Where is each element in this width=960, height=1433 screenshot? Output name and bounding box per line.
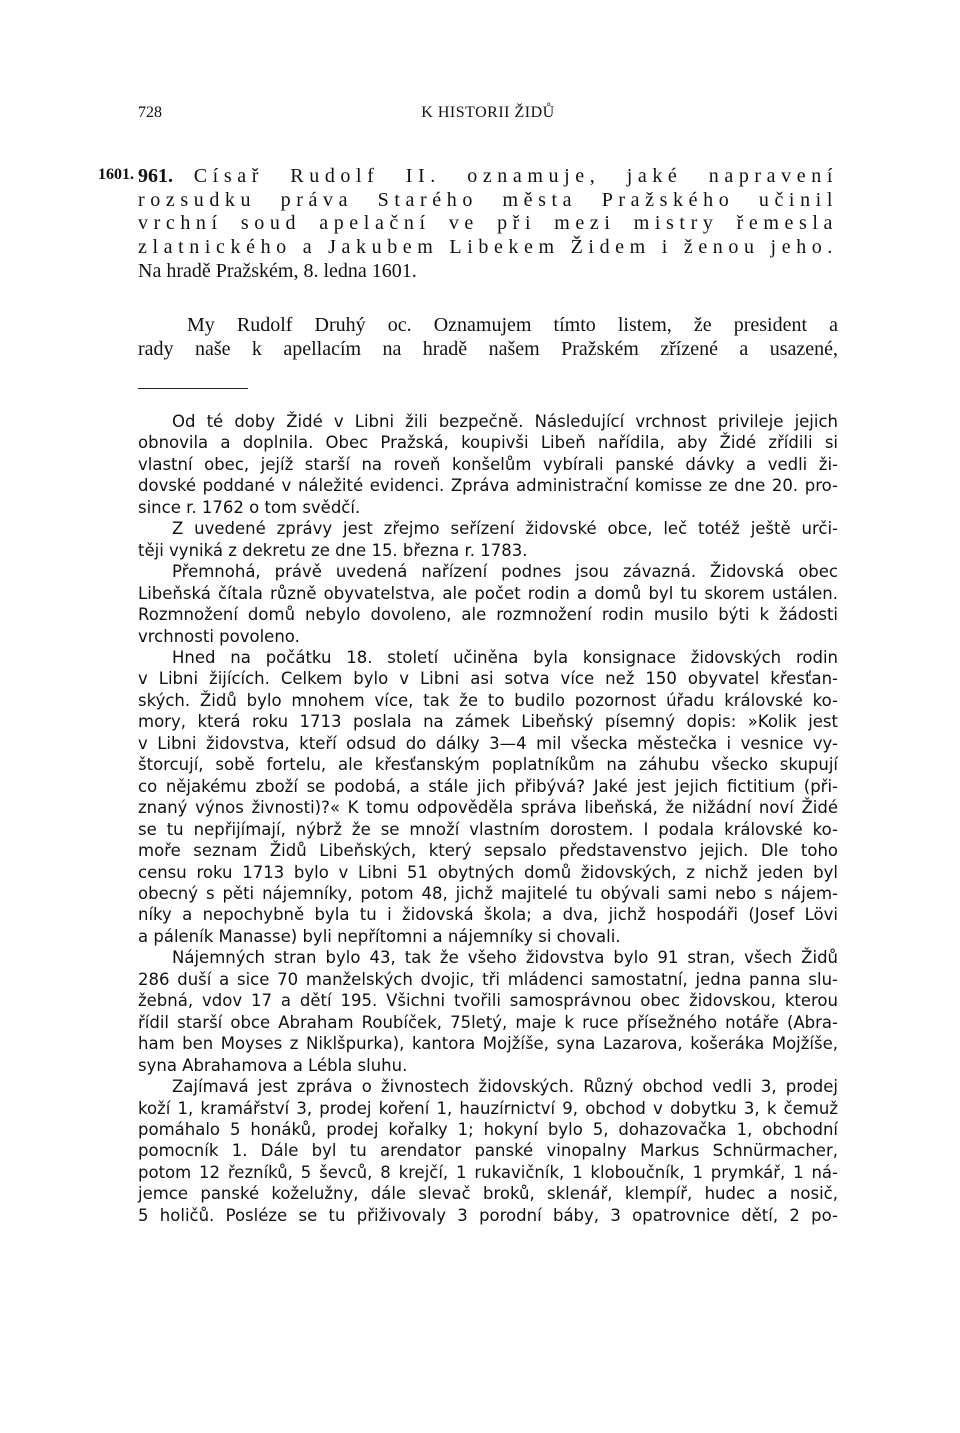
note-line: ham ben Moyses z Niklšpurka), kantora Mojžíše, syna Lazarova, košeráka Mojžíše, [138, 1034, 838, 1054]
document-regest [138, 165, 838, 284]
note-line: pomocník 1. Dále byl tu arendator panské vinopalny Markus Schnürmacher, [138, 1141, 838, 1161]
note-line: potom 12 řezníků, 5 ševců, 8 krejčí, 1 rukavičník, 1 kloboučník, 1 prymkář, 1 ná- [138, 1162, 838, 1182]
regest-line: zlatnického a Jakubem Libekem Židem i ženou jeho. [138, 236, 838, 259]
note-line: dovské poddané v náležité evidenci. Zpráva administrační komisse ze dne 20. pro- [138, 476, 838, 496]
note-line: Od té doby Židé v Libni žili bezpečně. Následující vrchnost privileje jejich [172, 412, 838, 431]
note-line: co nějakému zboží se podobá, a stále jich přibývá? Jaké jest jejich fictitium (při- [138, 776, 838, 796]
note-line: 286 duší a sice 70 manželských dvojic, tři mládenci samostatní, jedna panna slu- [138, 969, 838, 989]
note-line: Rozmnožení domů nebylo dovoleno, ale rozmnožení rodin musilo býti k žádosti [138, 605, 838, 625]
note-line: Libeňská čítala různě obyvatelstva, ale počet rodin a domů byl tu skorem ustálen. [138, 583, 838, 603]
footnote-divider [138, 388, 248, 389]
note-line: Přemnohá, právě uvedená nařízení podnes jsou závazná. Židovská obec [172, 562, 838, 582]
note-line: níky a nepochybně byla tu i židovská škola; a dva, jichž hospodáři (Josef Lövi [138, 905, 838, 925]
document-text [138, 313, 838, 361]
note-line: a páleník Manasse) byli nepřítomni a nájemníky si chovali. [138, 926, 621, 946]
regest-line [138, 165, 838, 189]
note-line: štorcují, sobě fortelu, ale křesťanským poplatníkům na záhubu všecko skupují [138, 755, 838, 775]
note-line: moře seznam Židů Libeňských, který sepsalo představenstvo jejich. Dle toho [138, 841, 838, 861]
regest-date-line: Na hradě Pražském, 8. ledna 1601. [138, 259, 417, 282]
page-header [138, 104, 838, 130]
commentary-notes [138, 411, 838, 1226]
note-line: vlastní obec, jejíž starší na roveň konšelům vybírali panské dávky a vedli ži- [138, 454, 838, 474]
text-line: rady naše k apellacím na hradě našem Pražském zřízené a usazené, [138, 338, 838, 360]
note-line: těji vyniká z dekretu ze dne 15. března r. 1783. [138, 540, 528, 560]
note-line: Zajímavá jest zpráva o živnostech židovských. Různý obchod vedli 3, prodej [172, 1077, 838, 1097]
note-line: Nájemných stran bylo 43, tak že všeho židovstva bylo 91 stran, všech Židů [172, 948, 838, 968]
running-title: K HISTORII ŽIDŮ [421, 104, 555, 121]
note-line: ských. Židů bylo mnohem více, tak že to budilo pozornost úřadu královské ko- [138, 690, 838, 710]
note-line: se tu nepřijímají, nýbrž že se množí vlastním dorostem. I podala královské ko- [138, 819, 838, 839]
note-line: znaný výnos živnosti)?« K tomu odpověděla správa libeňská, že nižádní noví Židé [138, 798, 838, 818]
note-line: obecný s pěti nájemníky, potom 48, jichž majitelé tu obývali sami nebo s nájem- [138, 883, 838, 903]
note-line: Hned na počátku 18. století učiněna byla konsignace židovských rodin [172, 647, 838, 667]
note-line: řídil starší obce Abraham Roubíček, 75letý, maje k ruce přísežného notáře (Abra- [138, 1012, 838, 1032]
note-line: obnovila a doplnila. Obec Pražská, koupivši Libeň nařídila, aby Židé zřídili si [138, 433, 838, 453]
text-line: My Rudolf Druhý oc. Oznamujem tímto listem, že president a [187, 314, 838, 336]
note-line: jemce panské koželužny, dále slevač broků, sklenář, klempíř, hudec a nosič, [138, 1184, 838, 1204]
document-number: 961. [138, 165, 173, 187]
note-line: since r. 1762 o tom svědčí. [138, 497, 361, 517]
note-line: censu roku 1713 bylo v Libni 51 obytných domů židovských, z nichž jeden byl [138, 862, 838, 882]
page-number: 728 [138, 104, 162, 121]
note-line: syna Abrahamova a Lébla sluhu. [138, 1055, 408, 1075]
note-line: v Libni židovstva, kteří odsud do dálky 3—4 mil všecka městečka i vesnice vy- [138, 733, 838, 753]
note-line: v Libni žijících. Celkem bylo v Libni asi sotva více než 150 obyvatel křesťan- [138, 669, 838, 689]
note-line: mory, která roku 1713 poslala na zámek Libeňský písemný dopis: »Kolik jest [138, 712, 838, 732]
note-line: 5 holičů. Posléze se tu přiživovaly 3 porodní báby, 3 opatrovnice dětí, 2 po- [138, 1205, 838, 1225]
regest-text: Císař Rudolf II. oznamuje, jaké napravení [193, 165, 838, 187]
margin-year: 1601. [98, 166, 134, 183]
note-line: Z uvedené zprávy jest zřejmo seřízení židovské obce, leč totéž ještě urči- [172, 519, 838, 539]
note-line: vrchnosti povoleno. [138, 626, 300, 646]
note-line: koží 1, kramářství 3, prodej koření 1, hauzírnictví 9, obchod v dobytku 3, k čemuž [138, 1098, 838, 1118]
regest-line: rozsudku práva Starého města Pražského učinil [138, 188, 838, 211]
note-line: pomáhalo 5 honáků, prodej kořalky 1; hokyní bylo 5, dohazovačka 1, obchodní [138, 1119, 838, 1139]
regest-line: vrchní soud apelační ve při mezi mistry řemesla [138, 212, 838, 235]
note-line: žebná, vdov 17 a dětí 195. Všichni tvořili samosprávnou obec židovskou, kterou [138, 991, 838, 1011]
